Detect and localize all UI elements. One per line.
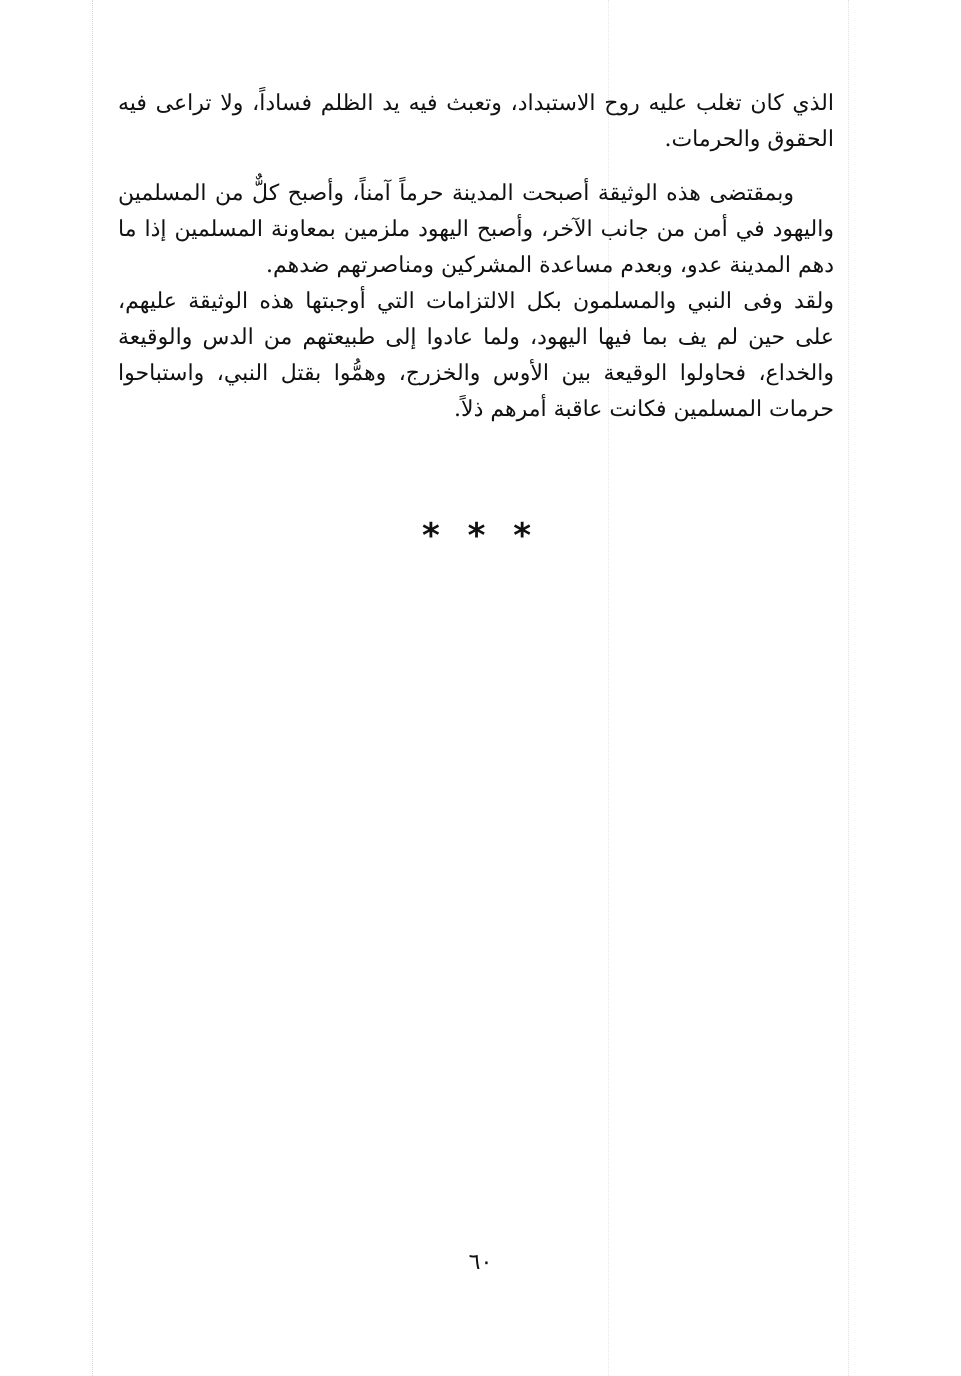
body-text	[118, 86, 834, 428]
paragraph-1: الذي كان تغلب عليه روح الاستبداد، وتعبث فيه يد الظلم فساداً، ولا تراعى فيه الحقوق والحرمات.	[118, 91, 834, 152]
section-separator: * * *	[421, 516, 539, 556]
paragraph-2: وبمقتضى هذه الوثيقة أصبحت المدينة حرماً آمناً، وأصبح كلٌّ من المسلمين واليهود في أمن من جانب الآخر، وأصبح اليهود ملزمين بمعاونة المسلمين إذا ما دهم المدينة عدو، وبعدم مساعدة المشركين ومناصرتهم ضدهم.	[118, 181, 834, 278]
paragraph-3: ولقد وفى النبي والمسلمون بكل الالتزامات التي أوجبتها هذه الوثيقة عليهم، على حين لم يف بما فيها اليهود، ولما عادوا إلى طبيعتهم من الدس والوقيعة والخداع، فحاولوا الوقيعة بين الأوس والخزرج، وهمُّوا بقتل النبي، واستباحوا حرمات المسلمين فكانت عاقبة أمرهم ذلاً.	[118, 289, 834, 422]
scan-margin-line	[92, 0, 93, 1376]
page-number: ٦٠	[468, 1250, 493, 1275]
scan-margin-line-right	[848, 0, 849, 1376]
